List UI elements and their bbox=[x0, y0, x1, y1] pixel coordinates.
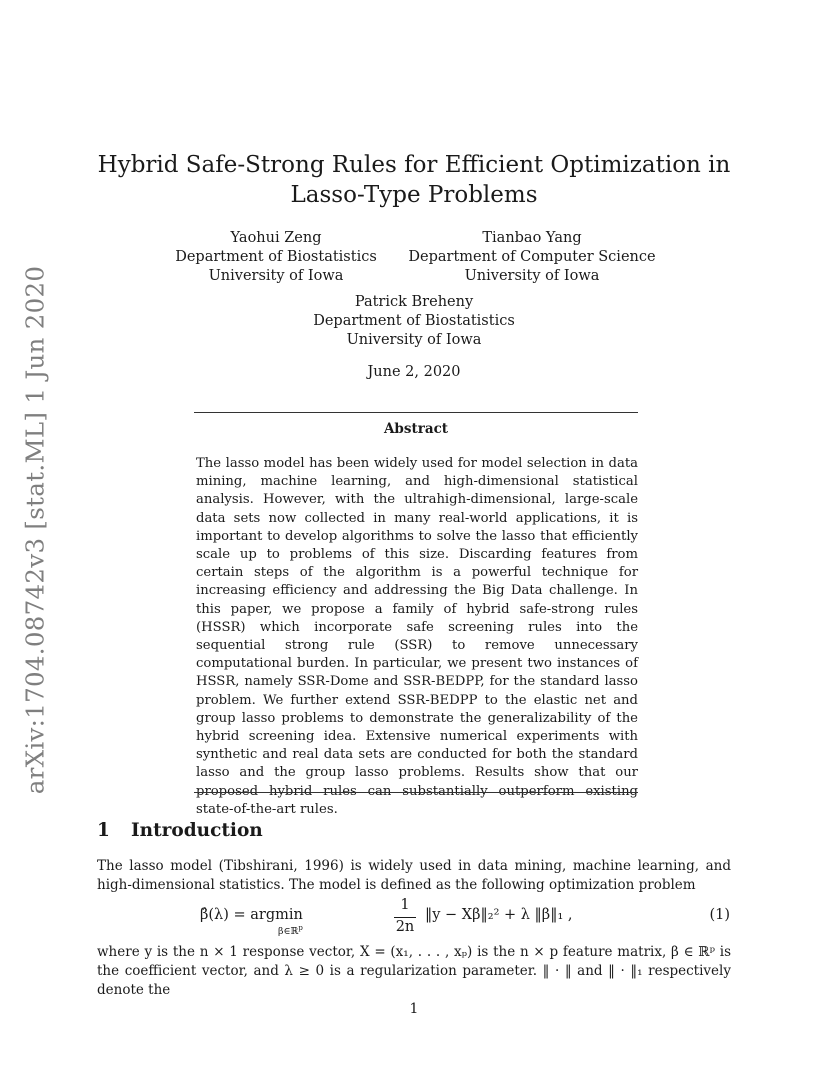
author-name: Tianbao Yang bbox=[482, 230, 582, 246]
section-number: 1 bbox=[97, 820, 110, 841]
author-block-3 bbox=[290, 293, 538, 350]
author-institution: University of Iowa bbox=[346, 332, 482, 348]
equation-subscript: β∈ℝ$^p$ bbox=[278, 924, 303, 938]
publication-date: June 2, 2020 bbox=[367, 364, 461, 380]
abstract-bottom-rule bbox=[194, 792, 638, 793]
body-paragraph: where y is the n × 1 response vector, X = (x₁, . . . , xₚ) is the n × p feature matrix, β ∈ ℝᵖ is the coefficient vector, and λ ≥ 0 is a regularization parameter. ‖ · ‖ and ‖ · ‖₁ respectively denote the bbox=[97, 944, 731, 998]
author-institution: University of Iowa bbox=[464, 268, 600, 284]
author-department: Department of Biostatistics bbox=[313, 313, 515, 329]
author-block-1 bbox=[160, 229, 392, 286]
fraction-numerator: 1 bbox=[400, 897, 410, 913]
fraction-denominator: 2n bbox=[395, 919, 415, 935]
equation-rhs: ‖y − Xβ‖₂² + λ ‖β‖₁ , bbox=[425, 907, 573, 923]
section-title: Introduction bbox=[131, 820, 263, 841]
lasso-equation bbox=[200, 897, 580, 937]
arxiv-identifier: arXiv:1704.08742v3 [stat.ML] 1 Jun 2020 bbox=[20, 265, 50, 795]
author-name: Patrick Breheny bbox=[354, 294, 474, 310]
author-name: Yaohui Zeng bbox=[230, 230, 322, 246]
abstract-top-rule bbox=[194, 412, 638, 413]
equation-lhs: β̂(λ) = argmin bbox=[200, 907, 303, 923]
abstract-body: The lasso model has been widely used for model selection in data mining, machine learning, and high-dimensional statistical analysis. However, with the ultrahigh-dimensional, large-scale data sets now collected in many real-world applications, it is important to develop algorithms to solve the lasso that efficiently scale up to problems of this size. Discarding features from certain steps of the algorithm is a powerful technique for increasing efficiency and addressing the Big Data challenge. In this paper, we propose a family of hybrid safe-strong rules (HSSR) which incorporate safe screening rules into the sequential strong rule (SSR) to remove unnecessary computational burden. In particular, we present two instances of HSSR, namely SSR-Dome and SSR-BEDPP, for the standard lasso problem. We further extend SSR-BEDPP to the elastic net and group lasso problems to demonstrate the generalizability of the hybrid screening idea. Extensive numerical experiments with synthetic and real data sets are conducted for both the standard lasso and the group lasso problems. Results show that our proposed hybrid rules can substantially outperform existing state-of-the-art rules. bbox=[196, 456, 638, 817]
intro-paragraph: The lasso model (Tibshirani, 1996) is widely used in data mining, machine learning, and high-dimensional statistics. The model is defined as the following optimization problem bbox=[97, 858, 731, 893]
section-heading bbox=[97, 820, 263, 841]
abstract-heading: Abstract bbox=[383, 421, 449, 437]
author-department: Department of Biostatistics bbox=[175, 249, 377, 265]
paper-title: Hybrid Safe-Strong Rules for Efficient Optimization in Lasso-Type Problems bbox=[97, 152, 731, 208]
fraction-bar bbox=[394, 917, 416, 918]
author-block-2 bbox=[402, 229, 662, 286]
author-department: Department of Computer Science bbox=[408, 249, 656, 265]
author-institution: University of Iowa bbox=[208, 268, 344, 284]
equation-number: (1) bbox=[709, 907, 730, 923]
page-number: 1 bbox=[409, 1001, 419, 1017]
